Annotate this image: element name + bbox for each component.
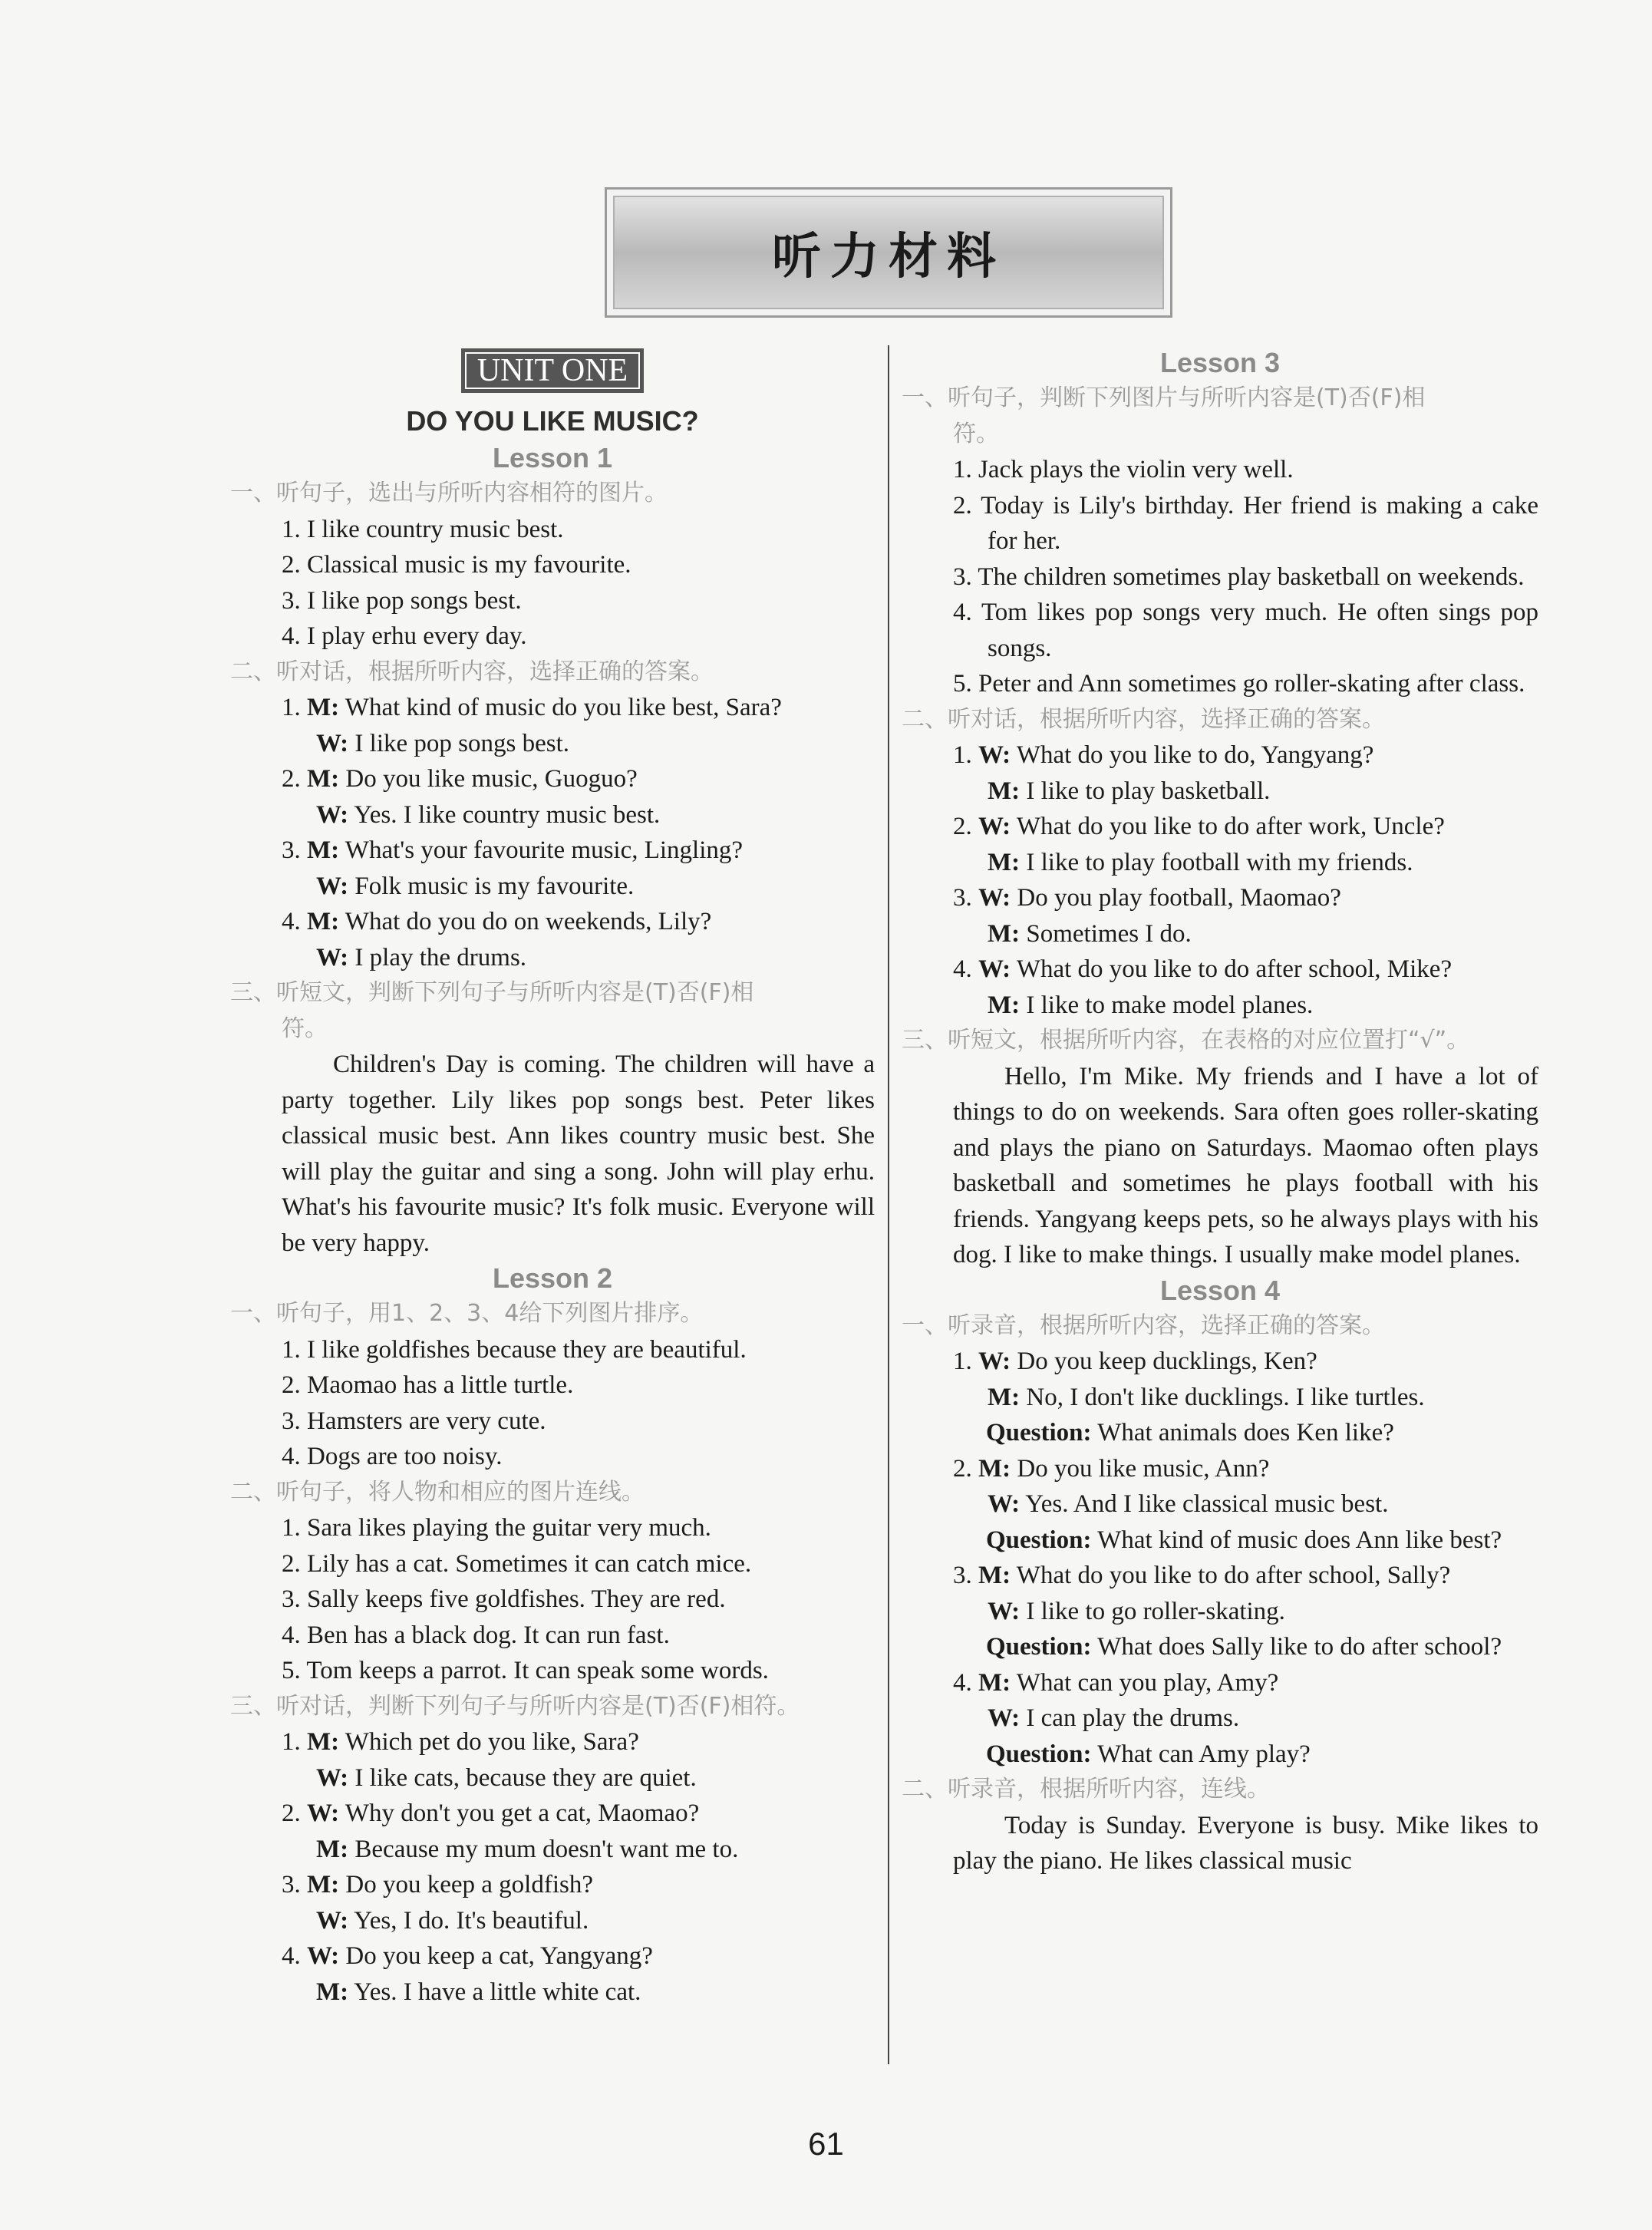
sentence-item: 2. Maomao has a little turtle. (282, 1371, 574, 1399)
dialogue-reply: M: No, I don't like ducklings. I like turtles. (988, 1383, 1425, 1411)
dialogue-line: 4. W: What do you like to do after school, Mike? (953, 955, 1453, 983)
dialogue-reply: M: Sometimes I do. (988, 919, 1192, 948)
dialogue-reply: W: Folk music is my favourite. (316, 872, 635, 900)
dialogue-reply: W: Yes, I do. It's beautiful. (316, 1906, 589, 1935)
dialogue-line: 2. W: What do you like to do after work, Uncle? (953, 813, 1445, 840)
section-heading: 一、听录音，根据所听内容，选择正确的答案。 (902, 1311, 1385, 1339)
dialogue-reply: W: I can play the drums. (988, 1704, 1240, 1732)
sentence-item: 3. Sally keeps five goldfishes. They are red. (282, 1585, 726, 1613)
right-column (902, 345, 1538, 1879)
passage-text: Today is Sunday. Everyone is busy. Mike likes to play the piano. He likes classical music (953, 1811, 1538, 1875)
dialogue-line: 4. M: What can you play, Amy? (953, 1668, 1279, 1697)
section-heading: 一、听句子，用1、2、3、4给下列图片排序。 (230, 1300, 704, 1327)
sentence-item: 3. Hamsters are very cute. (282, 1407, 546, 1435)
dialogue-line: 1. W: What do you like to do, Yangyang? (953, 741, 1374, 769)
dialogue-reply: M: I like to play football with my friends. (988, 848, 1413, 876)
sentence-item: 1. I like country music best. (282, 515, 564, 543)
section-heading: 三、听对话，判断下列句子与所听内容是(T)否(F)相符。 (230, 1692, 800, 1720)
unit-badge: UNIT ONE (461, 348, 644, 393)
section-heading: 二、听对话，根据所听内容，选择正确的答案。 (230, 658, 714, 685)
dialogue-reply: M: I like to play basketball. (988, 777, 1271, 805)
dialogue-line: 3. M: What do you like to do after school, Sally? (953, 1562, 1451, 1589)
lesson-4-title: Lesson 4 (1159, 1274, 1281, 1306)
dialogue-line: 3. W: Do you play football, Maomao? (953, 884, 1341, 912)
dialogue-line: 1. W: Do you keep ducklings, Ken? (953, 1348, 1317, 1375)
question-line: Question: What animals does Ken like? (986, 1419, 1394, 1447)
sentence-item: 1. I like goldfishes because they are beautiful. (282, 1335, 747, 1364)
unit-title: DO YOU LIKE MUSIC? (406, 405, 699, 437)
dialogue-line: 2. M: Do you like music, Ann? (953, 1454, 1270, 1483)
sentence-item: 4. I play erhu every day. (282, 622, 527, 650)
sentence-item: 3. I like pop songs best. (282, 586, 522, 615)
sentence-item: 4. Tom likes pop songs very much. He often sings pop songs. (953, 599, 1538, 662)
dialogue-reply: W: Yes. And I like classical music best. (988, 1490, 1389, 1518)
sentence-item: 2. Today is Lily's birthday. Her friend is making a cake for her. (953, 491, 1538, 555)
question-line: Question: What kind of music does Ann like best? (986, 1526, 1502, 1554)
section-heading: 二、听句子，将人物和相应的图片连线。 (230, 1478, 645, 1506)
dialogue-reply: W: I like cats, because they are quiet. (316, 1763, 697, 1792)
section-heading-cont: 符。 (953, 420, 999, 447)
section-heading: 二、听录音，根据所听内容，连线。 (902, 1776, 1270, 1803)
dialogue-reply: W: Yes. I like country music best. (316, 800, 661, 829)
sentence-item: 4. Dogs are too noisy. (282, 1443, 503, 1470)
question-line: Question: What does Sally like to do after school? (986, 1633, 1502, 1661)
section-heading: 一、听句子，选出与所听内容相符的图片。 (230, 480, 668, 506)
dialogue-line: 2. W: Why don't you get a cat, Maomao? (282, 1800, 700, 1827)
dialogue-reply: W: I play the drums. (316, 943, 527, 972)
column-divider (888, 345, 889, 2064)
sentence-item: 2. Classical music is my favourite. (282, 551, 631, 579)
sentence-item: 4. Ben has a black dog. It can run fast. (282, 1621, 670, 1649)
sentence-item: 2. Lily has a cat. Sometimes it can catch mice. (282, 1549, 752, 1578)
passage-text: Hello, I'm Mike. My friends and I have a lot of things to do on weekends. Sara often goes roller-skating and plays the piano on Saturdays. Maomao often plays basketball and sometimes he plays football with his friends. Yangyang keeps pets, so he always plays with his dog. I like to make things. I usually make model planes. (953, 1062, 1538, 1268)
title-box (605, 187, 1172, 318)
sentence-item: 1. Jack plays the violin very well. (953, 456, 1294, 483)
dialogue-line: 1. M: Which pet do you like, Sara? (282, 1728, 639, 1756)
dialogue-reply: W: I like pop songs best. (316, 729, 569, 757)
section-heading: 一、听句子，判断下列图片与所听内容是(T)否(F)相 (902, 384, 1426, 411)
dialogue-line: 1. M: What kind of music do you like best, Sara? (282, 694, 782, 721)
lesson-1-title: Lesson 1 (492, 442, 613, 473)
dialogue-line: 3. M: What's your favourite music, Lingling? (282, 836, 744, 864)
sentence-item: 5. Peter and Ann sometimes go roller-skating after class. (953, 670, 1525, 698)
dialogue-line: 4. M: What do you do on weekends, Lily? (282, 908, 712, 935)
dialogue-line: 3. M: Do you keep a goldfish? (282, 1871, 593, 1898)
section-heading-cont: 符。 (282, 1014, 328, 1042)
dialogue-reply: M: Yes. I have a little white cat. (316, 1978, 641, 2006)
question-line: Question: What can Amy play? (986, 1740, 1311, 1768)
sentence-item: 1. Sara likes playing the guitar very much. (282, 1514, 711, 1542)
section-heading: 三、听短文，根据所听内容，在表格的对应位置打“√”。 (902, 1027, 1470, 1054)
left-column (230, 345, 875, 2010)
dialogue-reply: M: Because my mum doesn't want me to. (316, 1835, 739, 1863)
lesson-2-title: Lesson 2 (492, 1262, 613, 1294)
dialogue-line: 2. M: Do you like music, Guoguo? (282, 765, 638, 793)
lesson-3-title: Lesson 3 (1159, 347, 1281, 378)
dialogue-line: 4. W: Do you keep a cat, Yangyang? (282, 1942, 653, 1970)
sentence-item: 5. Tom keeps a parrot. It can speak some words. (282, 1657, 769, 1684)
sentence-item: 3. The children sometimes play basketball on weekends. (953, 562, 1525, 591)
passage-text: Children's Day is coming. The children will have a party together. Lily likes pop songs best. Peter likes classical music best. Ann likes country music best. She will play the guitar and sing a song. John will play erhu. What's his favourite music? It's folk music. Everyone will be very happy. (282, 1051, 875, 1257)
page-number: 61 (808, 2126, 844, 2162)
section-heading: 三、听短文，判断下列句子与所听内容是(T)否(F)相 (230, 979, 754, 1006)
page-title: 听力材料 (613, 196, 1164, 309)
section-heading: 二、听对话，根据所听内容，选择正确的答案。 (902, 705, 1385, 733)
dialogue-reply: M: I like to make model planes. (988, 991, 1314, 1019)
dialogue-reply: W: I like to go roller-skating. (988, 1597, 1285, 1625)
